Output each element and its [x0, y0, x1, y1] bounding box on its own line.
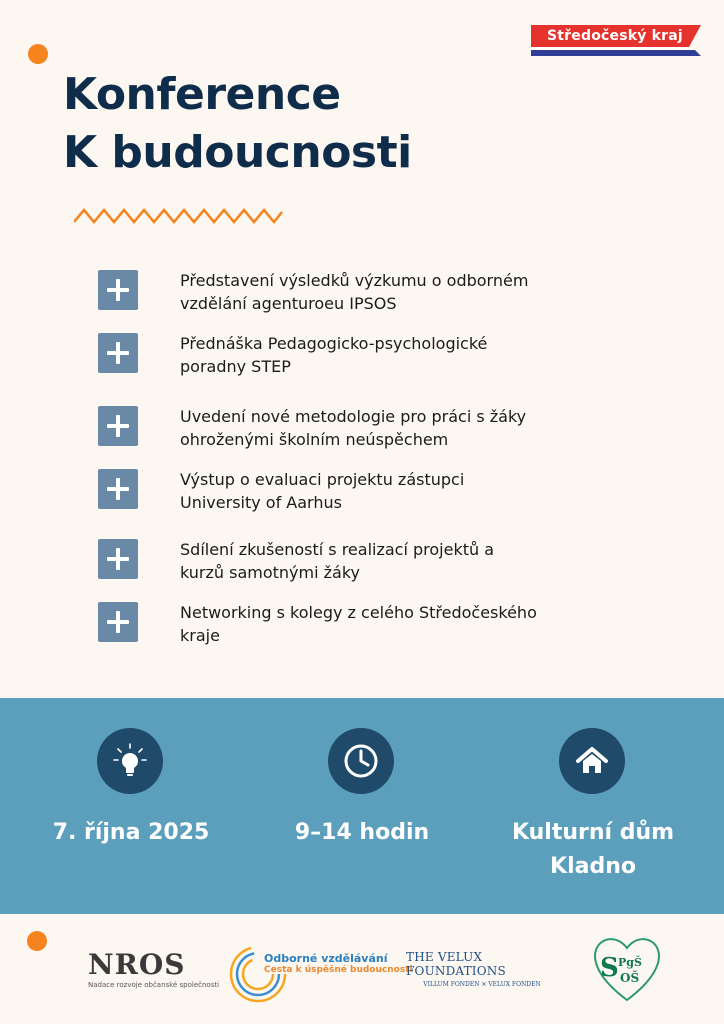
decorative-dot-top: [28, 44, 48, 64]
odborne-logo-subtitle: Cesta k úspěšné budoucnosti: [264, 965, 413, 975]
agenda-item: [98, 406, 658, 452]
agenda-item-text: Sdílení zkušeností s realizací projektů a kurzů samotnými žáky: [180, 540, 495, 582]
svg-text:OŠ: OŠ: [620, 971, 640, 985]
region-badge: [531, 25, 701, 56]
velux-logo-subtitle: VILLUM FONDEN ✕ VELUX FONDEN: [423, 981, 541, 988]
agenda-item: [98, 270, 658, 316]
agenda-item-text: Představení výsledků výzkumu o odborném vzdělání agenturoeu IPSOS: [180, 271, 529, 313]
agenda-item-text: Uvedení nové metodologie pro práci s žáky ohroženými školním neúspěchem: [180, 407, 527, 449]
plus-icon: [98, 539, 138, 579]
odborne-logo-title: Odborné vzdělávání: [264, 952, 388, 965]
odborne-vzdelavani-logo: [228, 944, 413, 1004]
event-info-band: [0, 698, 724, 914]
agenda-item-text: Přednáška Pedagogicko-psychologické poradny STEP: [180, 334, 488, 376]
plus-icon: [98, 406, 138, 446]
nros-logo: [88, 948, 219, 989]
home-icon: [559, 728, 625, 794]
zigzag-divider: [74, 206, 284, 226]
plus-icon: [98, 270, 138, 310]
page-title: [63, 66, 412, 182]
region-badge-label: Středočeský kraj: [547, 28, 683, 44]
partner-logos: [0, 930, 724, 1024]
agenda-item: [98, 333, 658, 379]
school-heart-logo: [590, 932, 664, 1008]
event-date: 7. října 2025: [52, 820, 210, 845]
lightbulb-icon: [97, 728, 163, 794]
plus-icon: [98, 469, 138, 509]
agenda-item: [98, 602, 658, 648]
velux-logo-name: THE VELUX FOUNDATIONS: [406, 950, 506, 978]
agenda-item-text: Networking s kolegy z celého Středočeského kraje: [180, 603, 537, 645]
agenda-item-text: Výstup o evaluaci projektu zástupci University of Aarhus: [180, 470, 465, 512]
velux-foundations-logo: [406, 950, 558, 988]
clock-icon: [328, 728, 394, 794]
event-time: 9–14 hodin: [294, 820, 430, 845]
event-place: Kulturní dům Kladno: [511, 820, 675, 879]
svg-text:S: S: [600, 953, 619, 983]
plus-icon: [98, 333, 138, 373]
title-line-1: Konference: [63, 69, 341, 120]
svg-text:PgŠ: PgŠ: [618, 956, 642, 969]
plus-icon: [98, 602, 138, 642]
agenda-item: [98, 469, 658, 515]
nros-logo-subtitle: Nadace rozvoje občanské společnosti: [88, 981, 220, 989]
nros-logo-name: NROS: [88, 948, 186, 981]
title-line-2: K budoucnosti: [63, 127, 412, 178]
agenda-item: [98, 539, 658, 585]
